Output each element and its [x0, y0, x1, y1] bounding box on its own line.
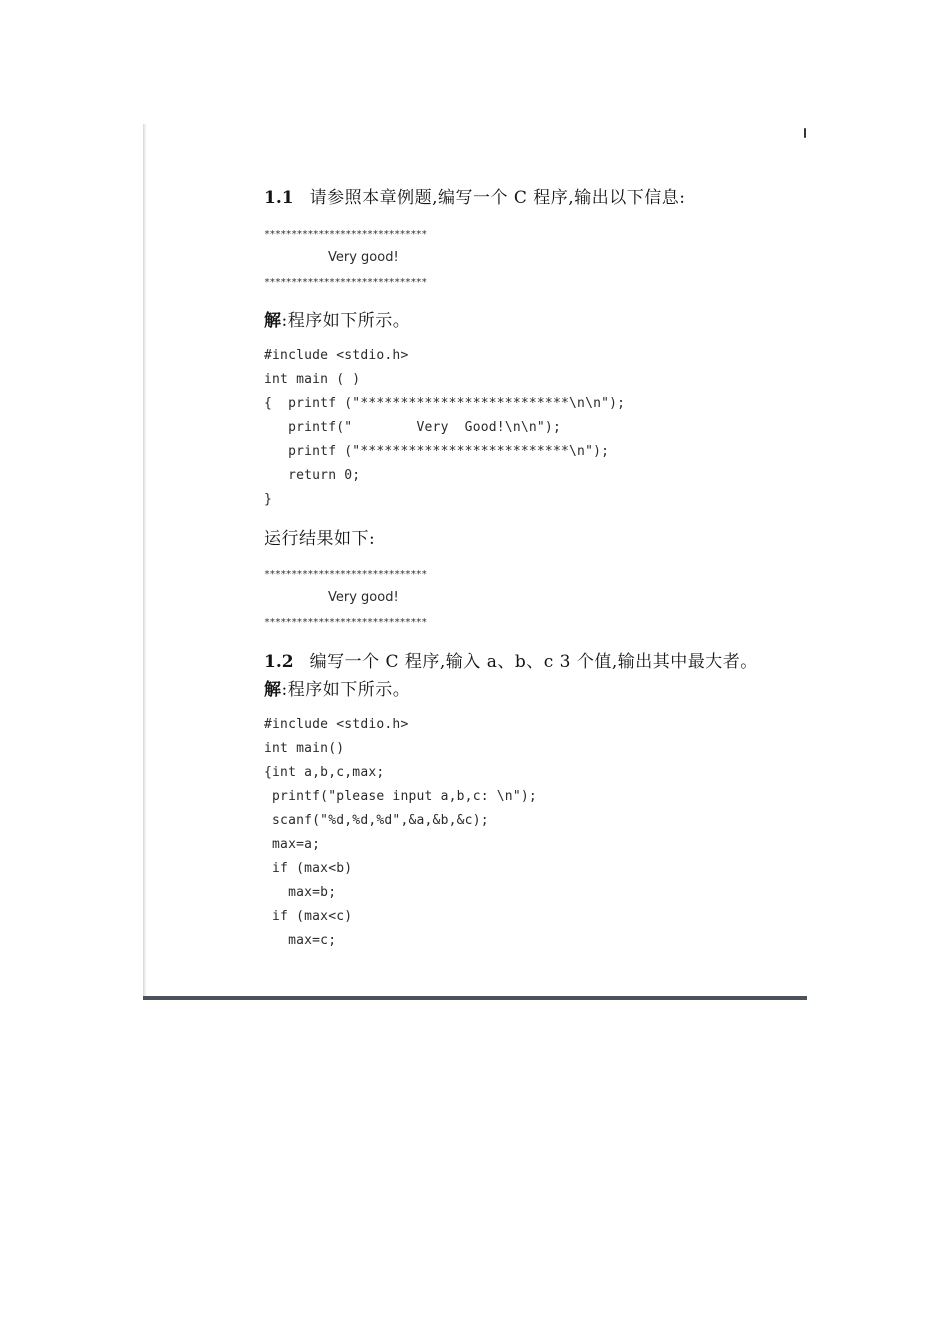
code-line: if (max<b)	[264, 861, 353, 876]
code-line: if (max<c)	[264, 909, 353, 924]
question-title: 请参照本章例题,编写一个 C 程序,输出以下信息:	[309, 188, 686, 208]
sample-output-message: Very good!	[328, 250, 399, 265]
page-left-edge	[143, 124, 147, 1000]
code-line: max=a;	[264, 837, 321, 852]
question-number: 1.2	[264, 652, 294, 672]
solution-heading-1	[264, 306, 410, 331]
code-line: max=b;	[264, 885, 337, 900]
code-line: printf ("**************************\n");	[264, 444, 610, 459]
result-stars-top: ******************************	[264, 569, 427, 580]
code-line: scanf("%d,%d,%d",&a,&b,&c);	[264, 813, 489, 828]
code-line: #include <stdio.h>	[264, 348, 409, 363]
result-heading: 运行结果如下:	[264, 529, 376, 549]
result-message: Very good!	[328, 590, 399, 605]
question-title: 编写一个 C 程序,输入 a、b、c 3 个值,输出其中最大者。	[309, 652, 758, 672]
result-stars-bottom: ******************************	[264, 617, 427, 628]
code-line: return 0;	[264, 468, 361, 483]
scanned-page	[143, 124, 807, 998]
solution-label: 解	[264, 680, 282, 700]
code-line: {int a,b,c,max;	[264, 765, 385, 780]
question-1-2-heading	[264, 647, 758, 672]
code-line: { printf ("**************************\n\n");	[264, 396, 626, 411]
corner-mark	[804, 128, 806, 138]
code-line: #include <stdio.h>	[264, 717, 409, 732]
question-number: 1.1	[264, 188, 294, 208]
code-line: int main()	[264, 741, 345, 756]
code-line: printf("please input a,b,c: \n");	[264, 789, 537, 804]
code-line: max=c;	[264, 933, 337, 948]
sample-output-stars-bottom: ******************************	[264, 277, 427, 288]
solution-label: 解	[264, 311, 282, 331]
solution-heading-2	[264, 675, 410, 700]
sample-output-stars-top: ******************************	[264, 229, 427, 240]
solution-text: :程序如下所示。	[281, 680, 411, 700]
code-line: printf(" Very Good!\n\n");	[264, 420, 561, 435]
question-1-1-heading	[264, 183, 685, 208]
code-line: int main ( )	[264, 372, 361, 387]
page-bottom-edge	[143, 996, 807, 1000]
solution-text: :程序如下所示。	[281, 311, 411, 331]
code-line: }	[264, 492, 273, 507]
